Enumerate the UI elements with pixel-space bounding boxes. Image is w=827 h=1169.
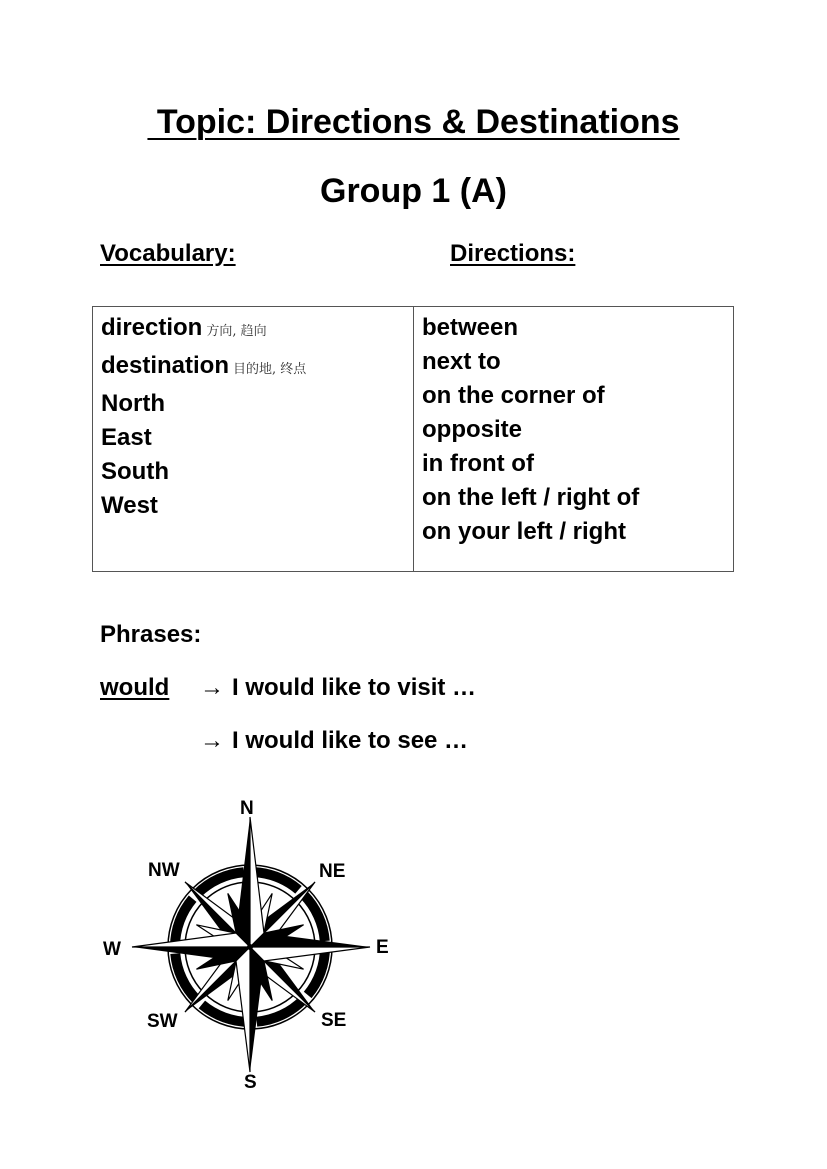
vocab-word: North xyxy=(101,390,165,417)
direction-item: opposite xyxy=(422,416,522,443)
phrases-heading: Phrases: xyxy=(100,621,202,648)
compass-label-w: W xyxy=(103,939,121,960)
vocab-word: East xyxy=(101,424,152,451)
direction-item: between xyxy=(422,314,519,341)
phrase-example xyxy=(200,727,468,755)
compass-label-n: N xyxy=(240,798,254,819)
compass-label-s: S xyxy=(244,1072,257,1093)
directions-column xyxy=(414,307,733,571)
direction-item: in front of xyxy=(422,450,534,477)
phrase-keyword: would xyxy=(100,674,170,701)
vocab-item xyxy=(101,489,405,523)
direction-item: on your left / right xyxy=(422,518,626,545)
direction-item: on the corner of xyxy=(422,382,605,409)
vocab-gloss: 目的地, 终点 xyxy=(233,362,307,377)
vocab-item xyxy=(101,349,405,387)
phrase-text: I would like to see … xyxy=(232,727,469,754)
vocab-item xyxy=(101,421,405,455)
compass-label-nw: NW xyxy=(148,860,180,881)
compass-label-ne: NE xyxy=(319,861,346,882)
vocab-word: West xyxy=(101,492,158,519)
phrase-example xyxy=(200,674,476,702)
compass-center xyxy=(247,944,253,950)
vocab-word: destination xyxy=(101,352,230,379)
vocab-item xyxy=(101,311,405,349)
compass-label-e: E xyxy=(376,937,389,958)
vocabulary-heading: Vocabulary: xyxy=(100,240,236,267)
compass-label-sw: SW xyxy=(147,1011,178,1032)
right-arrow-icon: → xyxy=(200,727,224,754)
directions-heading: Directions: xyxy=(450,240,576,267)
vocabulary-table xyxy=(92,306,734,572)
right-arrow-icon: → xyxy=(200,674,224,701)
compass-label-se: SE xyxy=(321,1010,347,1031)
vocabulary-column xyxy=(93,307,414,571)
vocab-word: direction xyxy=(101,314,203,341)
vocab-item xyxy=(101,455,405,489)
page-subtitle: Group 1 (A) xyxy=(320,172,507,210)
vocab-item xyxy=(101,387,405,421)
vocab-gloss: 方向, 趋向 xyxy=(206,324,267,339)
compass-rose-icon xyxy=(90,790,410,1100)
page-title-text: Topic: Directions & Destinations xyxy=(147,103,680,141)
page-title xyxy=(0,103,827,142)
direction-item: on the left / right of xyxy=(422,484,640,511)
direction-item: next to xyxy=(422,348,501,375)
phrase-text: I would like to visit … xyxy=(232,674,477,701)
vocab-word: South xyxy=(101,458,169,485)
